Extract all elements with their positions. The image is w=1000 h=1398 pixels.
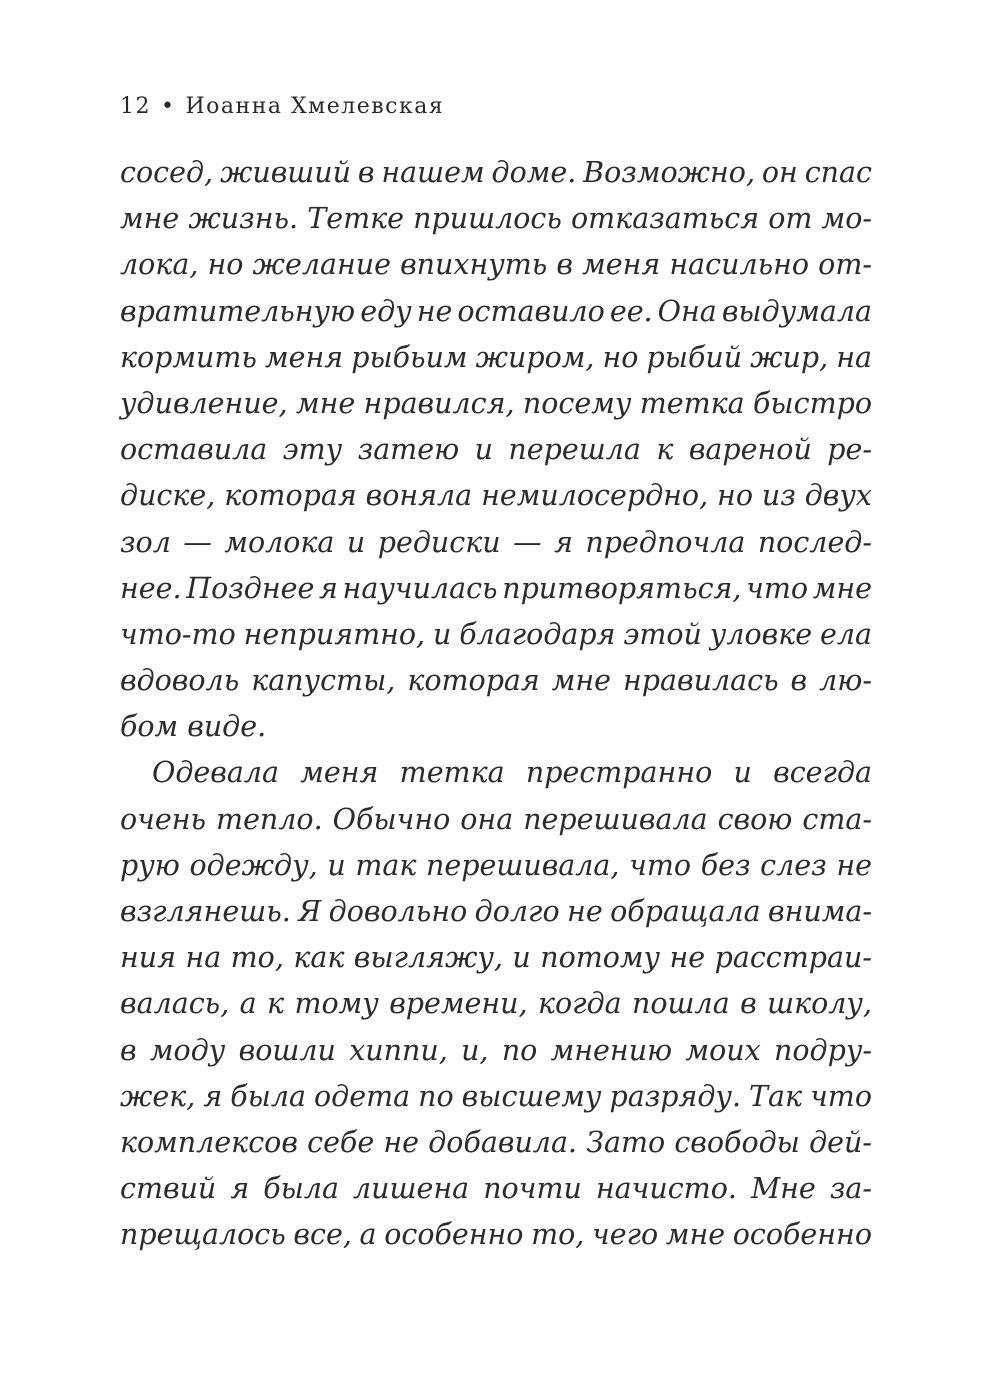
text-line: удивление, мне нравился, посему тетка быстро (120, 386, 872, 420)
text-line: зол — молока и редиски — я предпочла послед- (120, 525, 872, 559)
text-line: сосед, живший в нашем доме. Возможно, он спас (120, 156, 872, 189)
page-number: 12 (120, 94, 151, 119)
author-name: Иоанна Хмелевская (185, 94, 445, 119)
text-line: в моду вошли хиппи, и, по мнению моих подру- (120, 1033, 872, 1067)
text-line: ния на то, как выгляжу, и потому не расстраи- (120, 941, 872, 975)
text-line: прещалось все, а особенно то, чего мне особенно (120, 1218, 872, 1252)
text-line: нее. Позднее я научилась притворяться, что мне (120, 571, 872, 605)
header-separator: • (161, 94, 176, 119)
text-line: очень тепло. Обычно она перешивала свою ста- (120, 802, 872, 836)
body-text (120, 150, 872, 1259)
text-line: кормить меня рыбьим жиром, но рыбий жир, на (120, 340, 872, 374)
text-line: диске, которая воняла немилосердно, но из двух (120, 479, 872, 513)
text-line: Одевала меня тетка престранно и всегда (152, 756, 872, 790)
text-line: валась, а к тому времени, когда пошла в школу, (120, 987, 872, 1021)
text-line: лока, но желание впихнуть в меня насильно от- (120, 248, 872, 282)
text-line: вдоволь капусты, которая мне нравилась в лю- (120, 664, 872, 698)
text-line: взглянешь. Я довольно долго не обращала внима- (120, 895, 872, 928)
running-head (120, 94, 444, 119)
text-line: мне жизнь. Тетке пришлось отказаться от мо- (120, 202, 872, 236)
text-line: вратительную еду не оставило ее. Она выдумала (120, 294, 872, 328)
text-line: рую одежду, и так перешивала, что без слез не (120, 848, 872, 882)
text-line: жек, я была одета по высшему разряду. Так что (120, 1079, 872, 1113)
text-line: что-то неприятно, и благодаря этой уловке ела (120, 617, 872, 651)
text-line: оставила эту затею и перешла к вареной ре- (120, 433, 872, 467)
text-line: ствий я была лишена почти начисто. Мне за- (120, 1172, 872, 1206)
text-line: комплексов себе не добавила. Зато свободы дей- (120, 1125, 872, 1159)
text-line: бом виде. (120, 710, 267, 744)
